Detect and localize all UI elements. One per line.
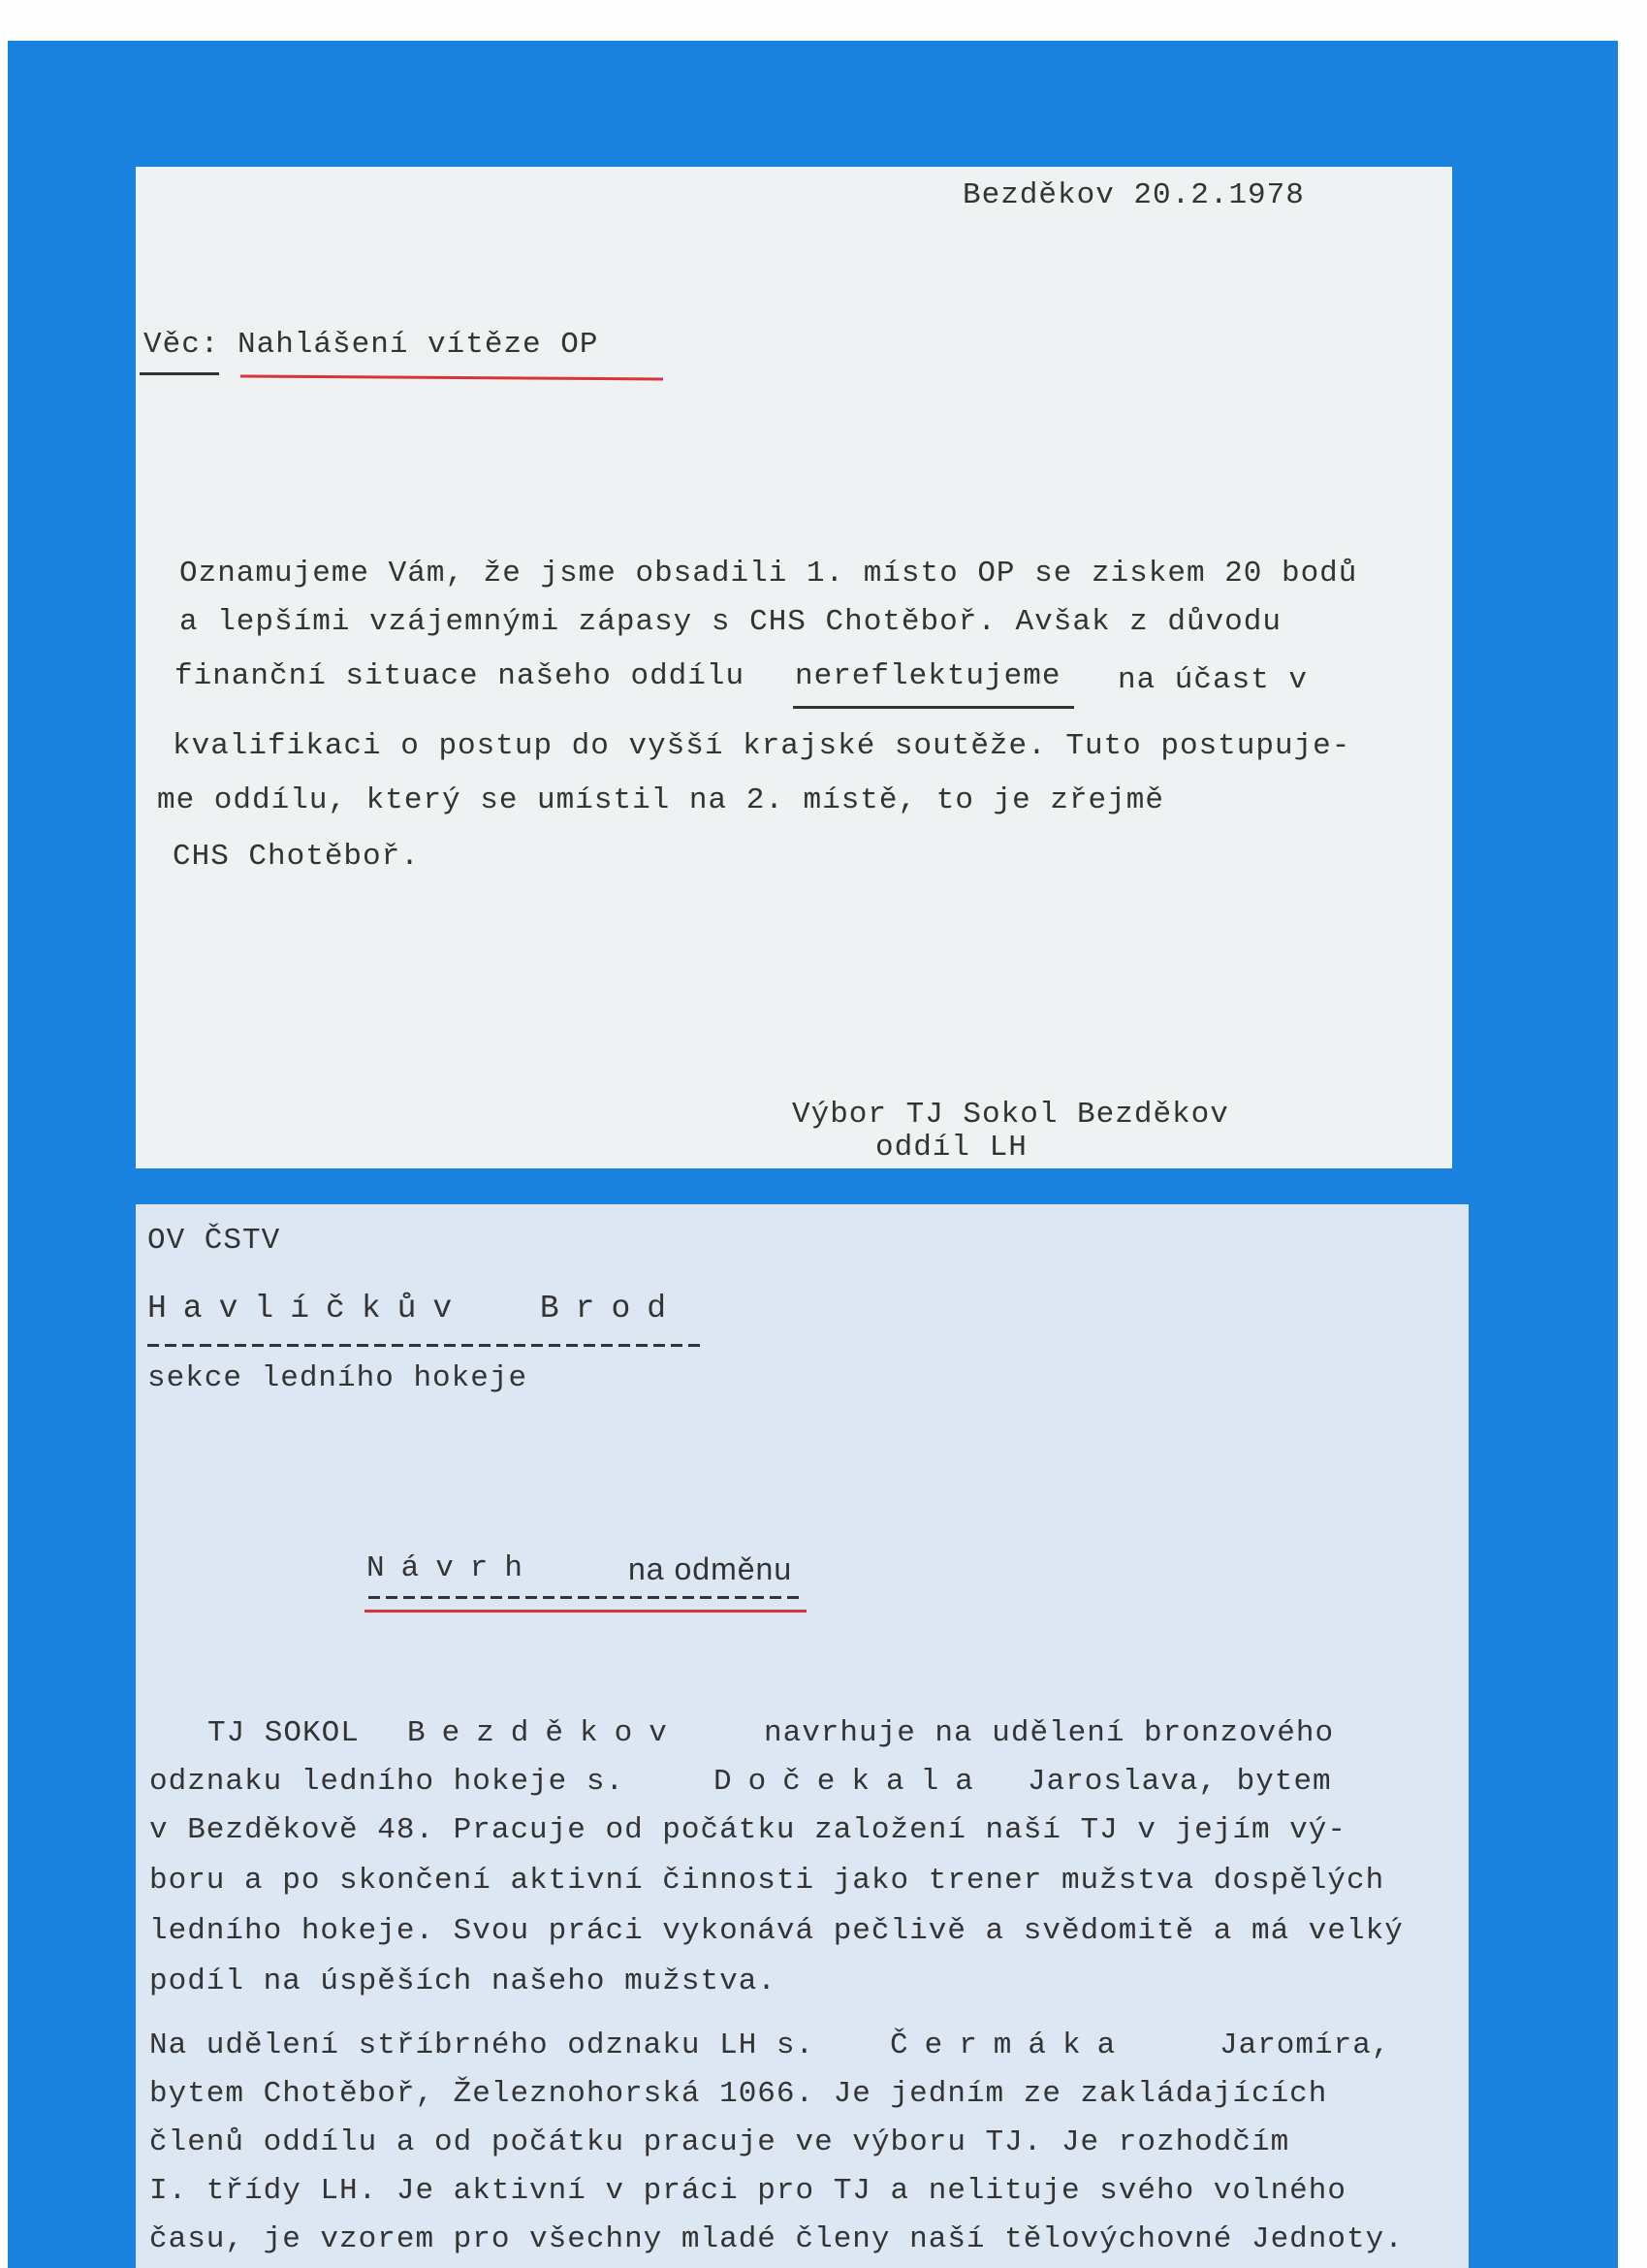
para2-line2: bytem Chotěboř, Železnohorská 1066. Je jedním ze zakládajících [149,2077,1328,2111]
letter-nahlaseni [136,167,1452,1168]
para1-line1-end: navrhuje na udělení bronzového [764,1716,1335,1750]
para1-line5: ledního hokeje. Svou práci vykonává pečlivě a svědomitě a má velký [149,1914,1404,1948]
title-red-underline [364,1610,807,1613]
para2-line3: členů oddílu a od počátku pracuje ve výboru TJ. Je rozhodčím [149,2125,1290,2159]
subject-title: Nahlášení vítěze OP [238,328,599,362]
para2-line5: času, je vzorem pro všechny mladé členy naší tělovýchovné Jednoty. [149,2222,1404,2256]
body-line-3-end: na účast v [1118,663,1309,697]
header-city: Havlíčkův Brod [147,1291,683,1326]
para1-line6: podíl na úspěších našeho mužstva. [149,1965,776,1998]
letter-date: Bezděkov 20.2.1978 [963,178,1305,212]
signature-line-2: oddíl LH [875,1131,1028,1165]
header-section: sekce ledního hokeje [147,1361,528,1395]
nominee-2-surname: Čermáka [890,2028,1132,2062]
nominee-1-firstname: Jaroslava, bytem [1028,1765,1332,1799]
para2-line4: I. třídy LH. Je aktivní v práci pro TJ a nelituje svého volného [149,2174,1346,2208]
nominee-2-firstname: Jaromíra, [1219,2028,1391,2062]
para2-line1-start: Na udělení stříbrného odznaku LH s. [149,2028,815,2062]
signature-line-1: Výbor TJ Sokol Bezděkov [792,1098,1229,1132]
subject-red-underline [240,374,663,380]
para1-line3: v Bezděkově 48. Pracuje od počátku založení naší TJ v jejím vý- [149,1813,1346,1847]
club-name-spaced: Bezděkov [407,1716,683,1750]
nominee-1-surname: Dočekala [713,1765,990,1799]
subject-label: Věc: [143,328,220,362]
para1-line4: boru a po skončení aktivní činnosti jako trener mužstva dospělých [149,1864,1385,1898]
body-line-3: finanční situace našeho oddílu [174,659,745,693]
body-line-6: CHS Chotěboř. [173,840,420,874]
body-line-5: me oddílu, který se umístil na 2. místě, to je zřejmě [157,783,1164,817]
header-organization: OV ČSTV [147,1224,281,1258]
para1-start: TJ SOKOL [207,1716,360,1750]
emphasis-underline [793,706,1074,709]
proposal-title-spaced: Návrh [366,1551,540,1585]
para1-line2-start: odznaku ledního hokeje s. [149,1765,625,1799]
header-city-dashed-underline [147,1344,706,1347]
body-emphasis-word: nereflektujeme [795,659,1061,693]
letter-navrh-na-odmenu [136,1204,1469,2268]
subject-label-underline [140,372,219,375]
proposal-title-rest: na odměnu [628,1551,793,1586]
body-line-4: kvalifikaci o postup do vyšší krajské soutěže. Tuto postupuje- [173,729,1351,763]
body-line-1: Oznamujeme Vám, že jsme obsadili 1. místo OP se ziskem 20 bodů [179,557,1358,591]
body-line-2: a lepšími vzájemnými zápasy s CHS Chotěboř. Avšak z důvodu [179,605,1282,639]
title-dashed-underline [368,1596,805,1599]
